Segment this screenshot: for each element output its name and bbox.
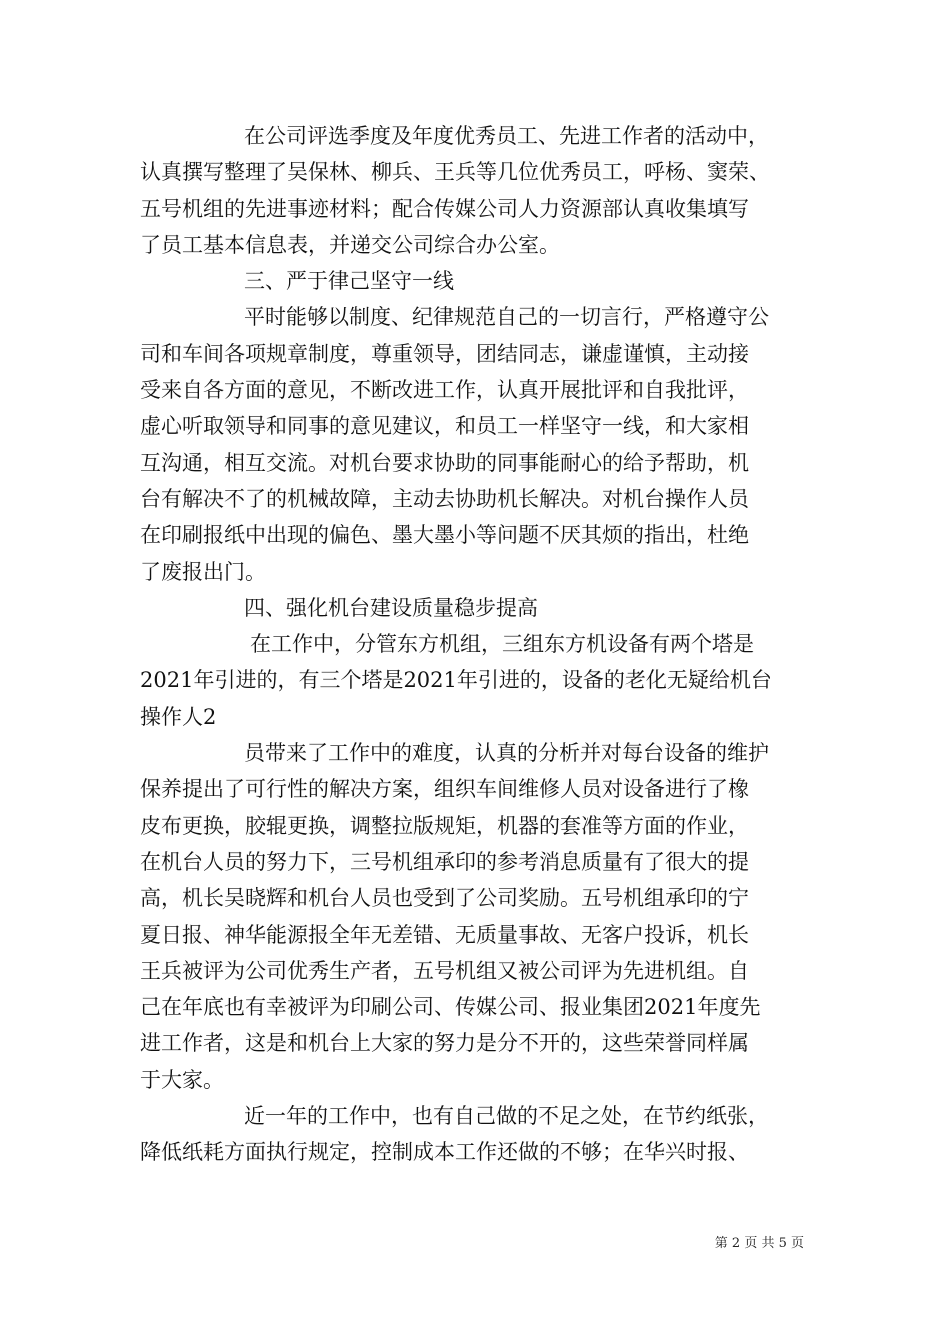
paragraph-line: 进工作者，这是和机台上大家的努力是分不开的，这些荣誉同样属 [140,1031,749,1056]
document-body [140,118,820,1171]
section-heading: 三、严于律己坚守一线 [244,269,454,294]
paragraph-line: 夏日报、神华能源报全年无差错、无质量事故、无客户投诉，机长 [140,922,749,947]
paragraph-line: 保养提出了可行性的解决方案，组织车间维修人员对设备进行了橡 [140,777,749,802]
paragraph-line: 在工作中，分管东方机组，三组东方机设备有两个塔是 [250,632,754,657]
paragraph-line: 王兵被评为公司优秀生产者，五号机组又被公司评为先进机组。自 [140,958,749,983]
paragraph-line: 了废报出门。 [140,559,266,584]
paragraph-line: 在公司评选季度及年度优秀员工、先进工作者的活动中， [244,124,769,148]
paragraph-line: 近一年的工作中，也有自己做的不足之处，在节约纸张， [244,1104,769,1129]
paragraph-line: 员带来了工作中的难度，认真的分析并对每台设备的维护 [244,741,769,766]
paragraph-line: 平时能够以制度、纪律规范自己的一切言行，严格遵守公 [244,305,769,330]
paragraph-line: 台有解决不了的机械故障，主动去协助机长解决。对机台操作人员 [140,486,749,511]
paragraph-line: 于大家。 [140,1067,224,1092]
paragraph-line: 皮布更换，胶辊更换，调整拉版规矩，机器的套准等方面的作业， [140,813,749,838]
paragraph-line: 认真撰写整理了吴保林、柳兵、王兵等几位优秀员工，呼杨、窦荣、 [140,160,770,185]
paragraph-line: 五号机组的先进事迹材料；配合传媒公司人力资源部认真收集填写 [140,196,749,221]
paragraph-line: 操作人2 [140,704,217,729]
paragraph-line: 在印刷报纸中出现的偏色、墨大墨小等问题不厌其烦的指出，杜绝 [140,523,749,548]
paragraph-line: 降低纸耗方面执行规定，控制成本工作还做的不够；在华兴时报、 [140,1140,749,1165]
page-number: 第 2 页 共 5 页 [714,1236,804,1251]
paragraph-line: 虚心听取领导和同事的意见建议，和员工一样坚守一线，和大家相 [140,414,749,439]
section-heading: 四、强化机台建设质量稳步提高 [244,595,538,620]
paragraph-line: 受来自各方面的意见，不断改进工作，认真开展批评和自我批评， [140,378,749,403]
paragraph-line: 己在年底也有幸被评为印刷公司、传媒公司、报业集团2021年度先 [140,995,761,1020]
paragraph-line: 司和车间各项规章制度，尊重领导，团结同志，谦虚谨慎，主动接 [140,341,749,366]
paragraph-line: 了员工基本信息表，并递交公司综合办公室。 [140,232,560,257]
paragraph-line: 互沟通，相互交流。对机台要求协助的同事能耐心的给予帮助，机 [140,450,749,475]
paragraph-line: 高，机长吴晓辉和机台人员也受到了公司奖励。五号机组承印的宁 [140,886,749,911]
paragraph-line: 2021年引进的，有三个塔是2021年引进的，设备的老化无疑给机台 [140,668,772,693]
paragraph-line: 在机台人员的努力下，三号机组承印的参考消息质量有了很大的提 [140,849,749,874]
